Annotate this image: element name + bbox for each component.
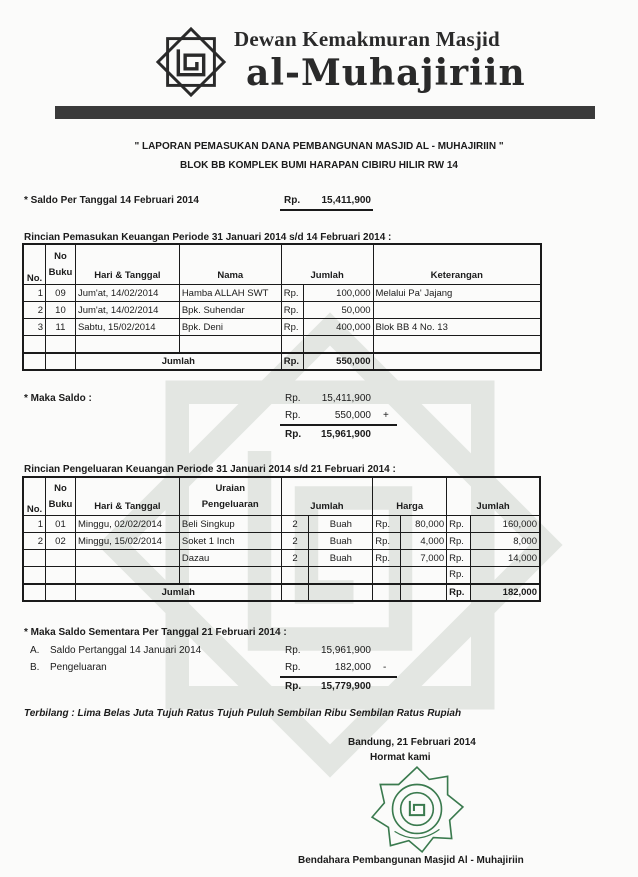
col-date: Hari & Tanggal [75, 245, 179, 285]
expense-total: 182,000 [471, 584, 540, 601]
col-no-buku: No Buku [45, 245, 75, 285]
table-row: 2 10 Jum'at, 14/02/2014 Bpk. Suhendar Rp. 50,000 [24, 302, 541, 319]
table-row: 1 01 Minggu, 02/02/2014 Beli Singkup 2 Buah Rp. 80,000 Rp. 160,000 [24, 516, 540, 533]
interim-result: 15,779,900 [320, 681, 371, 692]
col-description: Uraian Pengeluaran [179, 478, 281, 516]
minus-operator: - [383, 662, 387, 673]
table-row: Rp. [24, 567, 540, 584]
income-header-row [24, 245, 541, 285]
balance-result: 15,961,900 [320, 429, 371, 440]
col-quantity: Jumlah [281, 478, 373, 516]
col-total: Jumlah [447, 478, 540, 516]
col-amount: Jumlah [281, 245, 373, 285]
mosque-name: al-Muhajiriin [246, 52, 526, 94]
expense-total-label: Jumlah [75, 584, 281, 601]
expense-heading: Rincian Pengeluaran Keuangan Periode 31 Januari 2014 s/d 21 Februari 2014 : [24, 464, 396, 475]
balance-line2: 550,000 [334, 410, 371, 421]
plus-operator: + [383, 410, 389, 421]
committee-stamp-icon [366, 764, 468, 856]
greeting: Hormat kami [370, 752, 431, 763]
income-total: 550,000 [303, 353, 373, 370]
opening-balance-currency: Rp. [284, 195, 301, 206]
signer-title: Bendahara Pembangunan Masjid Al - Muhajiriin [298, 855, 524, 866]
diff-underline [280, 676, 397, 678]
table-row: 3 11 Sabtu, 15/02/2014 Bpk. Deni Rp. 400,000 Blok BB 4 No. 13 [24, 319, 541, 336]
expense-header-row [24, 478, 540, 516]
income-total-label: Jumlah [75, 353, 281, 370]
opening-balance-underline [280, 209, 373, 211]
col-no: No. [24, 245, 46, 285]
income-heading: Rincian Pemasukan Keuangan Periode 31 Januari 2014 s/d 14 Februari 2014 : [24, 232, 392, 243]
opening-balance-amount: 15,411,900 [321, 195, 371, 206]
header-divider [55, 106, 595, 119]
expense-total-row: Jumlah Rp. 182,000 [24, 584, 540, 601]
amount-in-words: Terbilang : Lima Belas Juta Tujuh Ratus Tujuh Puluh Sembilan Ribu Sembilan Ratus Rupiah [24, 708, 462, 719]
report-title: " LAPORAN PEMASUKAN DANA PEMBANGUNAN MASJID AL - MUHAJIRIIN " [134, 141, 504, 152]
col-price: Harga [373, 478, 447, 516]
report-subtitle: BLOK BB KOMPLEK BUMI HARAPAN CIBIRU HILIR RW 14 [180, 160, 458, 171]
mosque-logo-icon [152, 23, 230, 101]
income-table [23, 244, 541, 370]
expense-table [23, 477, 540, 601]
income-total-row: Jumlah Rp. 550,000 [24, 353, 541, 370]
col-name: Nama [179, 245, 281, 285]
place-date: Bandung, 21 Februari 2014 [348, 737, 476, 748]
document-page: Dewan Kemakmuran Masjid al-Muhajiriin " LAPORAN PEMASUKAN DANA PEMBANGUNAN MASJID AL - MUHAJIRIIN " BLOK BB KOMPLEK BUMI HARAPAN CIBIRU HILIR RW 14 * Saldo Per Tanggal 14 Februari 2014 Rp. 15,411,900 Rincian Pemasukan Keuangan Periode 31 Januari 2014 s/d 14 Februari 2014 : No. No Buku Hari & Tanggal Nama Jumlah Keterangan 1 09 Jum'at, 14/02/2014 Hamba ALLAH SWT Rp. 100,000 Melalui Pa' Jajang 2 10 Jum'at, 14/02/2014 Bpk. Suhendar Rp. 50,000 3 11 Sabtu, 15/02/2014 Bpk. Deni Rp. 400,000 Blok BB 4 No. 13 Jumlah Rp. 550,000 * Maka Saldo : Rp. 15,411,900 Rp. 550,000 + Rp. 15,961,900 Rincian Pengeluaran Keuangan Periode 31 Januari 2014 s/d 21 Februari 2014 : No. No Buku Hari & Tanggal Uraian Pengeluaran Jumlah Harga Jumlah 1 01 Minggu, 02/02/2014 Beli Singkup 2 Buah Rp. 80,000 Rp. 160,000 2 02 Minggu, 15/02/2014 Soket 1 Inch 2 Buah Rp. 4,000 Rp. 8,000 Dazau 2 Buah Rp. 7,000 Rp. 14,000 Rp. Jumlah Rp. 182,000 * Maka Saldo Sementara Per Tanggal 21 Februari 2014 : A. Saldo Pertanggal 14 Januari 2014 Rp. 15,961,900 B. Pengeluaran Rp. 182,000 - Rp. 15,779,900 Terbilang : Lima Belas Juta Tujuh Ratus Tujuh Puluh Sembilan Ribu Sembilan Ratus Rupiah Bandung, 21 Februari 2014 Hormat kami Bendahara Pembangunan Masjid Al - Muhajiriin [0, 0, 638, 877]
opening-balance-label: * Saldo Per Tanggal 14 Februari 2014 [24, 195, 199, 206]
col-no: No. [24, 478, 46, 516]
interim-b-label: Pengeluaran [50, 662, 107, 673]
table-row: 1 09 Jum'at, 14/02/2014 Hamba ALLAH SWT Rp. 100,000 Melalui Pa' Jajang [24, 285, 541, 302]
col-date: Hari & Tanggal [75, 478, 179, 516]
balance-line1: 15,411,900 [321, 393, 371, 404]
col-note: Keterangan [373, 245, 540, 285]
interim-a-label: Saldo Pertanggal 14 Januari 2014 [50, 645, 202, 656]
table-row: 2 02 Minggu, 15/02/2014 Soket 1 Inch 2 Buah Rp. 4,000 Rp. 8,000 [24, 533, 540, 550]
interim-a-amount: 15,961,900 [320, 645, 371, 656]
sum-underline [280, 424, 397, 426]
table-row-empty [24, 336, 541, 353]
org-title: Dewan Kemakmuran Masjid [234, 27, 500, 51]
col-no-buku: No Buku [45, 478, 75, 516]
interim-balance-label: * Maka Saldo Sementara Per Tanggal 21 Februari 2014 : [24, 627, 287, 638]
balance-label: * Maka Saldo : [24, 393, 92, 404]
table-row: Dazau 2 Buah Rp. 7,000 Rp. 14,000 [24, 550, 540, 567]
interim-b-amount: 182,000 [334, 662, 371, 673]
